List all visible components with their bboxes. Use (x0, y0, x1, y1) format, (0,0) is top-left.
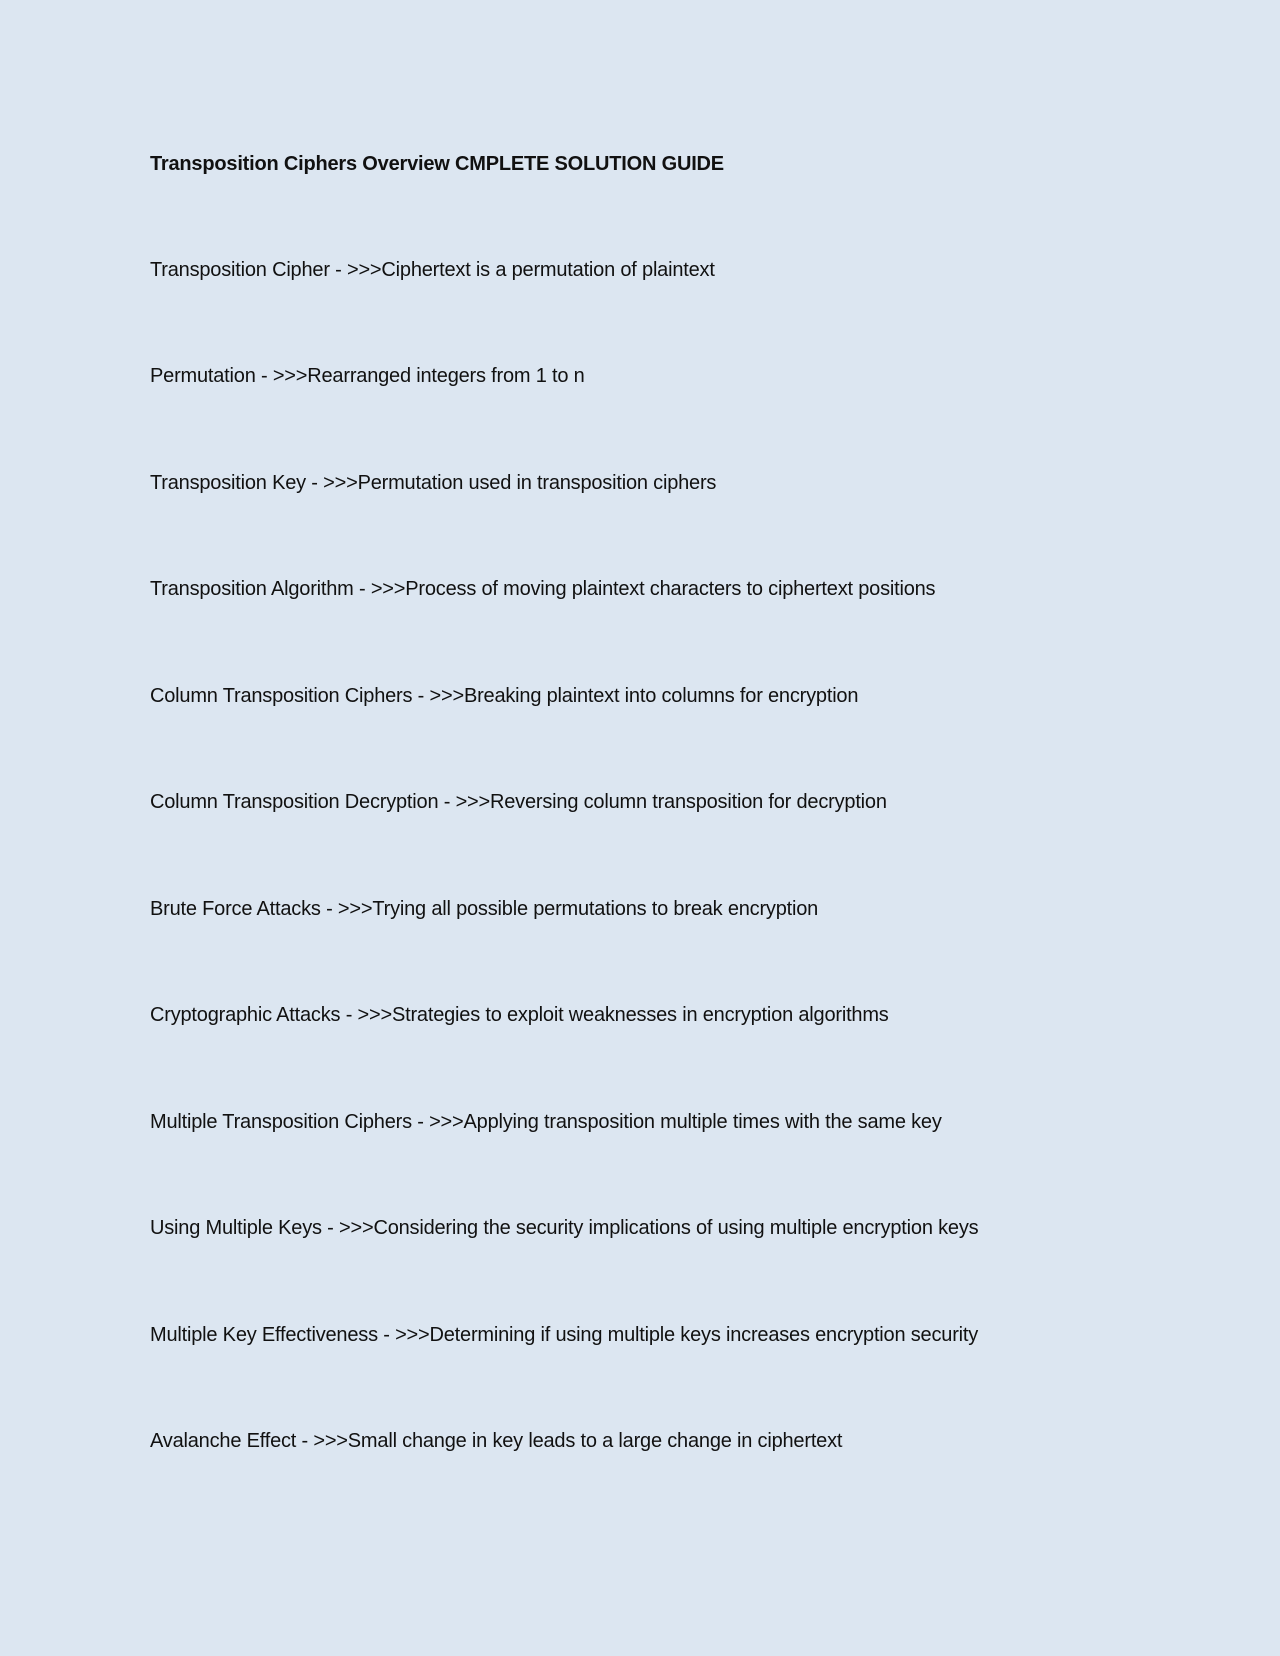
entry-brute-force-attacks (150, 897, 818, 921)
entry-using-multiple-keys (150, 1216, 978, 1240)
entry-separator: - >>> (340, 1004, 392, 1026)
entry-separator: - >>> (438, 791, 491, 813)
entry-term: Multiple Key Effectiveness (150, 1324, 378, 1346)
entry-term: Transposition Algorithm (150, 578, 354, 600)
document-title: Transposition Ciphers Overview CMPLETE SOLUTION GUIDE (150, 153, 724, 175)
entry-separator: - >>> (377, 1324, 430, 1346)
entry-separator: - >>> (411, 1111, 464, 1133)
entry-separator: - >>> (321, 1217, 374, 1239)
entry-multiple-transposition-ciphers (150, 1110, 942, 1134)
entry-definition: Determining if using multiple keys increases encryption security (429, 1324, 979, 1346)
entry-transposition-algorithm (150, 577, 935, 601)
entry-separator: - >>> (296, 1430, 348, 1452)
entry-separator: - >>> (412, 685, 464, 707)
entry-definition: Small change in key leads to a large change in ciphertext (347, 1430, 843, 1452)
entry-definition: Reversing column transposition for decryption (490, 791, 887, 813)
entry-term: Using Multiple Keys (150, 1217, 322, 1239)
entry-column-transposition-ciphers (150, 684, 858, 708)
entry-column-transposition-decryption (150, 790, 887, 814)
entry-multiple-key-effectiveness (150, 1323, 978, 1347)
entry-term: Transposition Cipher (150, 259, 330, 281)
entry-avalanche-effect (150, 1429, 842, 1453)
entry-definition: Strategies to exploit weaknesses in encryption algorithms (391, 1004, 889, 1026)
entry-term: Cryptographic Attacks (150, 1004, 341, 1026)
entry-separator: - >>> (353, 578, 406, 600)
entry-definition: Ciphertext is a permutation of plaintext (381, 259, 715, 281)
entry-definition: Rearranged integers from 1 to n (307, 365, 585, 387)
entry-definition: Process of moving plaintext characters to ciphertext positions (405, 578, 936, 600)
entry-definition: Breaking plaintext into columns for encryption (463, 685, 859, 707)
entry-term: Avalanche Effect (150, 1430, 297, 1452)
entry-definition: Trying all possible permutations to break encryption (372, 898, 819, 920)
entry-permutation (150, 364, 585, 388)
entry-cryptographic-attacks (150, 1003, 889, 1027)
entry-separator: - >>> (305, 472, 358, 494)
entry-term: Permutation (150, 365, 256, 387)
entry-separator: - >>> (255, 365, 308, 387)
entry-term: Transposition Key (150, 472, 306, 494)
entry-transposition-key (150, 471, 716, 495)
entry-term: Brute Force Attacks (150, 898, 321, 920)
entry-transposition-cipher (150, 258, 715, 282)
entry-separator: - >>> (320, 898, 373, 920)
entry-definition: Permutation used in transposition ciphers (357, 472, 717, 494)
entry-term: Multiple Transposition Ciphers (150, 1111, 412, 1133)
entry-definition: Considering the security implications of using multiple encryption keys (373, 1217, 979, 1239)
entry-term: Column Transposition Ciphers (150, 685, 413, 707)
entry-definition: Applying transposition multiple times with the same key (463, 1111, 942, 1133)
entry-term: Column Transposition Decryption (150, 791, 439, 813)
entry-separator: - >>> (329, 259, 382, 281)
